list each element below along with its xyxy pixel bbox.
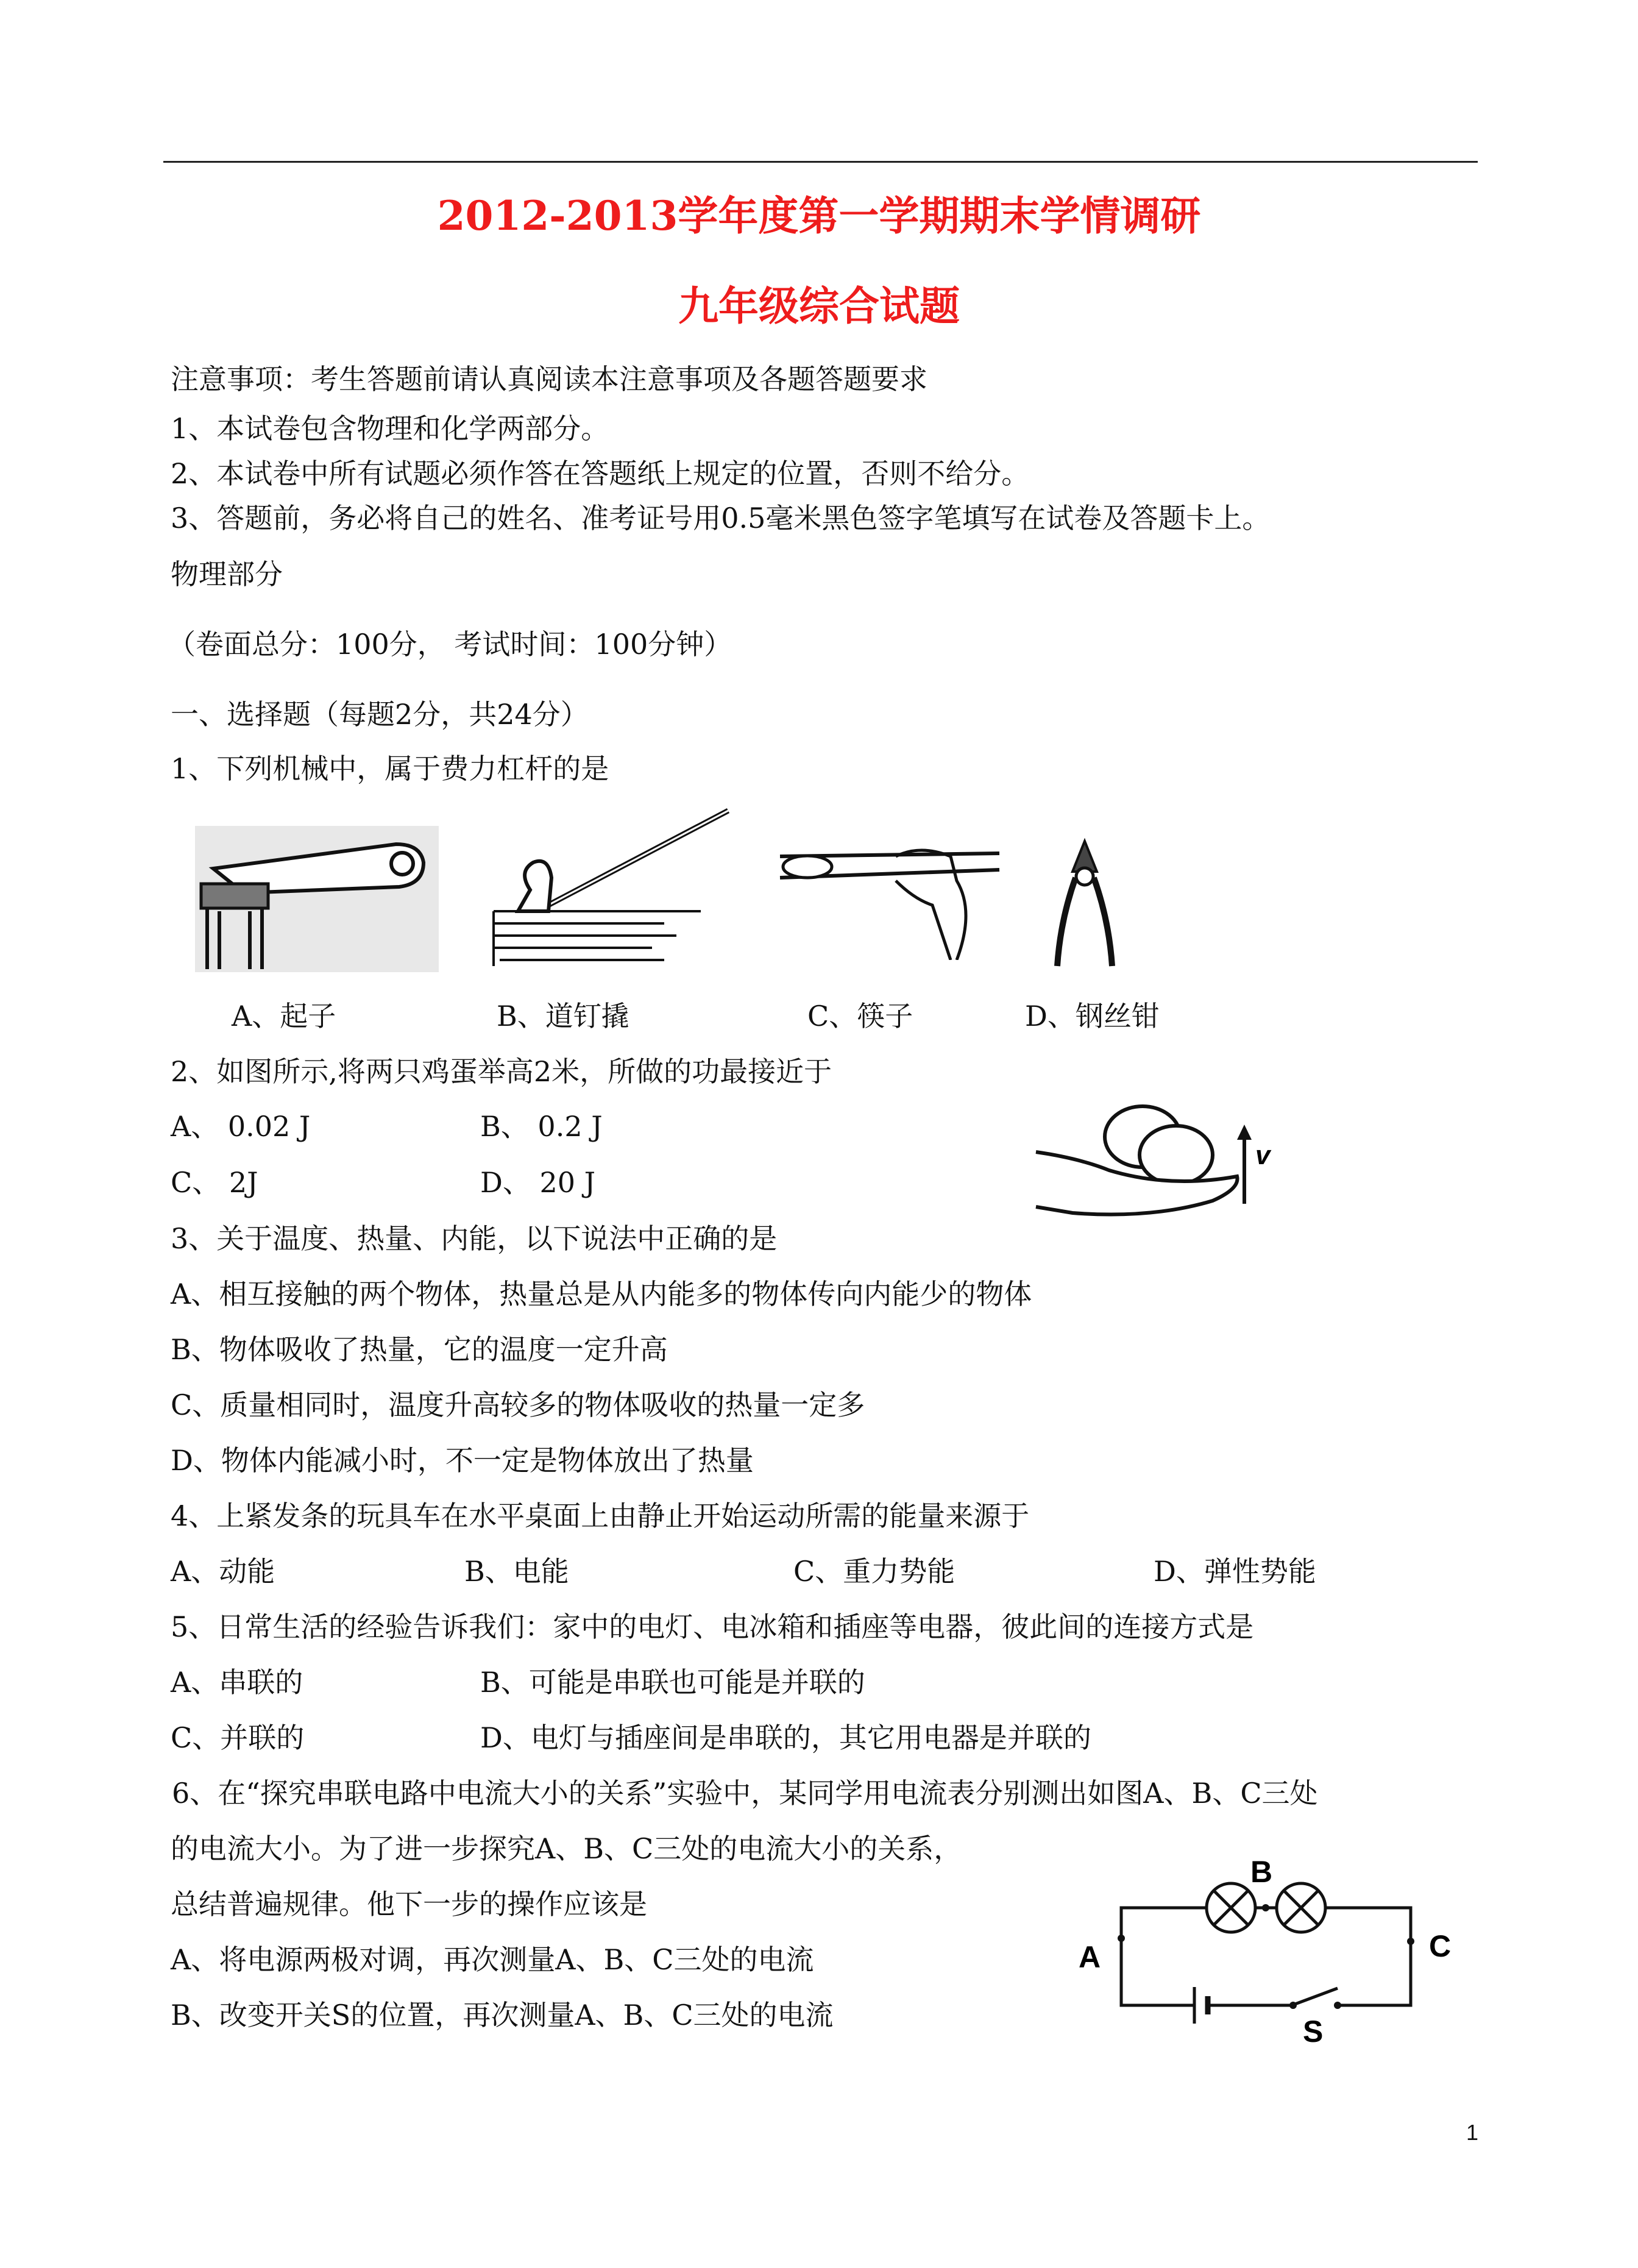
- page-number: 1: [1466, 2120, 1478, 2145]
- q5-option-d: D、电灯与插座间是串联的，其它用电器是并联的: [480, 1721, 1091, 1754]
- q4-option-c: C、重力势能: [793, 1555, 956, 1588]
- q1-option-b: B、道钉撬: [497, 1000, 629, 1033]
- q6-stem-line-3: 总结普遍规律。他下一步的操作应该是: [171, 1888, 647, 1921]
- q3-option-b: B、物体吸收了热量，它的温度一定升高: [171, 1333, 668, 1366]
- q1-stem: 1、下列机械中，属于费力杠杆的是: [171, 752, 609, 785]
- q4-stem: 4、上紧发条的玩具车在水平桌面上由静止开始运动所需的能量来源于: [171, 1499, 1030, 1532]
- spike-lever-figure: [481, 805, 743, 972]
- section-info: （卷面总分：100分， 考试时间：100分钟）: [168, 628, 732, 661]
- velocity-label: v: [1255, 1140, 1271, 1170]
- circuit-diagram: [1066, 1841, 1475, 2048]
- q6-option-b: B、改变开关S的位置，再次测量A、B、C三处的电流: [171, 1999, 834, 2032]
- exam-subtitle: 九年级综合试题: [678, 282, 960, 330]
- circuit-label-c: C: [1429, 1929, 1452, 1963]
- notes-heading: 注意事项：考生答题前请认真阅读本注意事项及各题答题要求: [171, 363, 927, 396]
- circuit-label-a: A: [1079, 1940, 1101, 1974]
- q2-option-c: C、 2J: [171, 1166, 258, 1199]
- header-rule: [163, 161, 1478, 163]
- part1-heading: 一、选择题（每题2分，共24分）: [171, 698, 589, 731]
- q1-option-d: D、钢丝钳: [1025, 1000, 1160, 1033]
- q3-option-a: A、相互接触的两个物体，热量总是从内能多的物体传向内能少的物体: [171, 1278, 1032, 1310]
- q4-option-d: D、弹性势能: [1154, 1555, 1316, 1588]
- q5-option-a: A、串联的: [171, 1666, 303, 1699]
- q6-stem-line-2: 的电流大小。为了进一步探究A、B、C三处的电流大小的关系，: [171, 1832, 962, 1865]
- hand-eggs-figure: [1030, 1097, 1298, 1225]
- exam-title: 2012-2013学年度第一学期期末学情调研: [437, 192, 1201, 240]
- q3-option-c: C、质量相同时，温度升高较多的物体吸收的热量一定多: [171, 1388, 865, 1421]
- q6-option-a: A、将电源两极对调，再次测量A、B、C三处的电流: [171, 1943, 814, 1976]
- section-name: 物理部分: [171, 558, 283, 591]
- q5-option-c: C、并联的: [171, 1721, 305, 1754]
- q3-option-d: D、物体内能减小时，不一定是物体放出了热量: [171, 1444, 754, 1477]
- bottle-opener-figure: [195, 826, 439, 972]
- q5-option-b: B、可能是串联也可能是并联的: [480, 1666, 865, 1699]
- q2-option-a: A、 0.02 J: [171, 1110, 311, 1143]
- note-item-1: 1、本试卷包含物理和化学两部分。: [171, 412, 609, 445]
- q2-stem: 2、如图所示,将两只鸡蛋举高2米，所做的功最接近于: [171, 1055, 832, 1088]
- q3-stem: 3、关于温度、热量、内能，以下说法中正确的是: [171, 1222, 778, 1255]
- q1-option-c: C、筷子: [807, 1000, 913, 1033]
- q6-stem-line-1: 6、在“探究串联电路中电流大小的关系”实验中，某同学用电流表分别测出如图A、B、C三处: [172, 1777, 1318, 1810]
- circuit-label-s: S: [1303, 2014, 1324, 2048]
- chopsticks-figure: [774, 808, 1005, 960]
- q5-stem: 5、日常生活的经验告诉我们：家中的电灯、电冰箱和插座等电器，彼此间的连接方式是: [171, 1610, 1254, 1643]
- q4-option-a: A、动能: [171, 1555, 275, 1588]
- pliers-figure: [1036, 835, 1133, 972]
- note-item-2: 2、本试卷中所有试题必须作答在答题纸上规定的位置，否则不给分。: [171, 457, 1030, 490]
- q2-option-b: B、 0.2 J: [480, 1110, 603, 1143]
- circuit-label-b: B: [1250, 1855, 1273, 1889]
- q1-option-a: A、起子: [232, 1000, 336, 1033]
- q4-option-b: B、电能: [464, 1555, 569, 1588]
- note-item-3: 3、答题前，务必将自己的姓名、准考证号用0.5毫米黑色签字笔填写在试卷及答题卡上。: [171, 502, 1271, 535]
- q2-option-d: D、 20 J: [480, 1166, 596, 1199]
